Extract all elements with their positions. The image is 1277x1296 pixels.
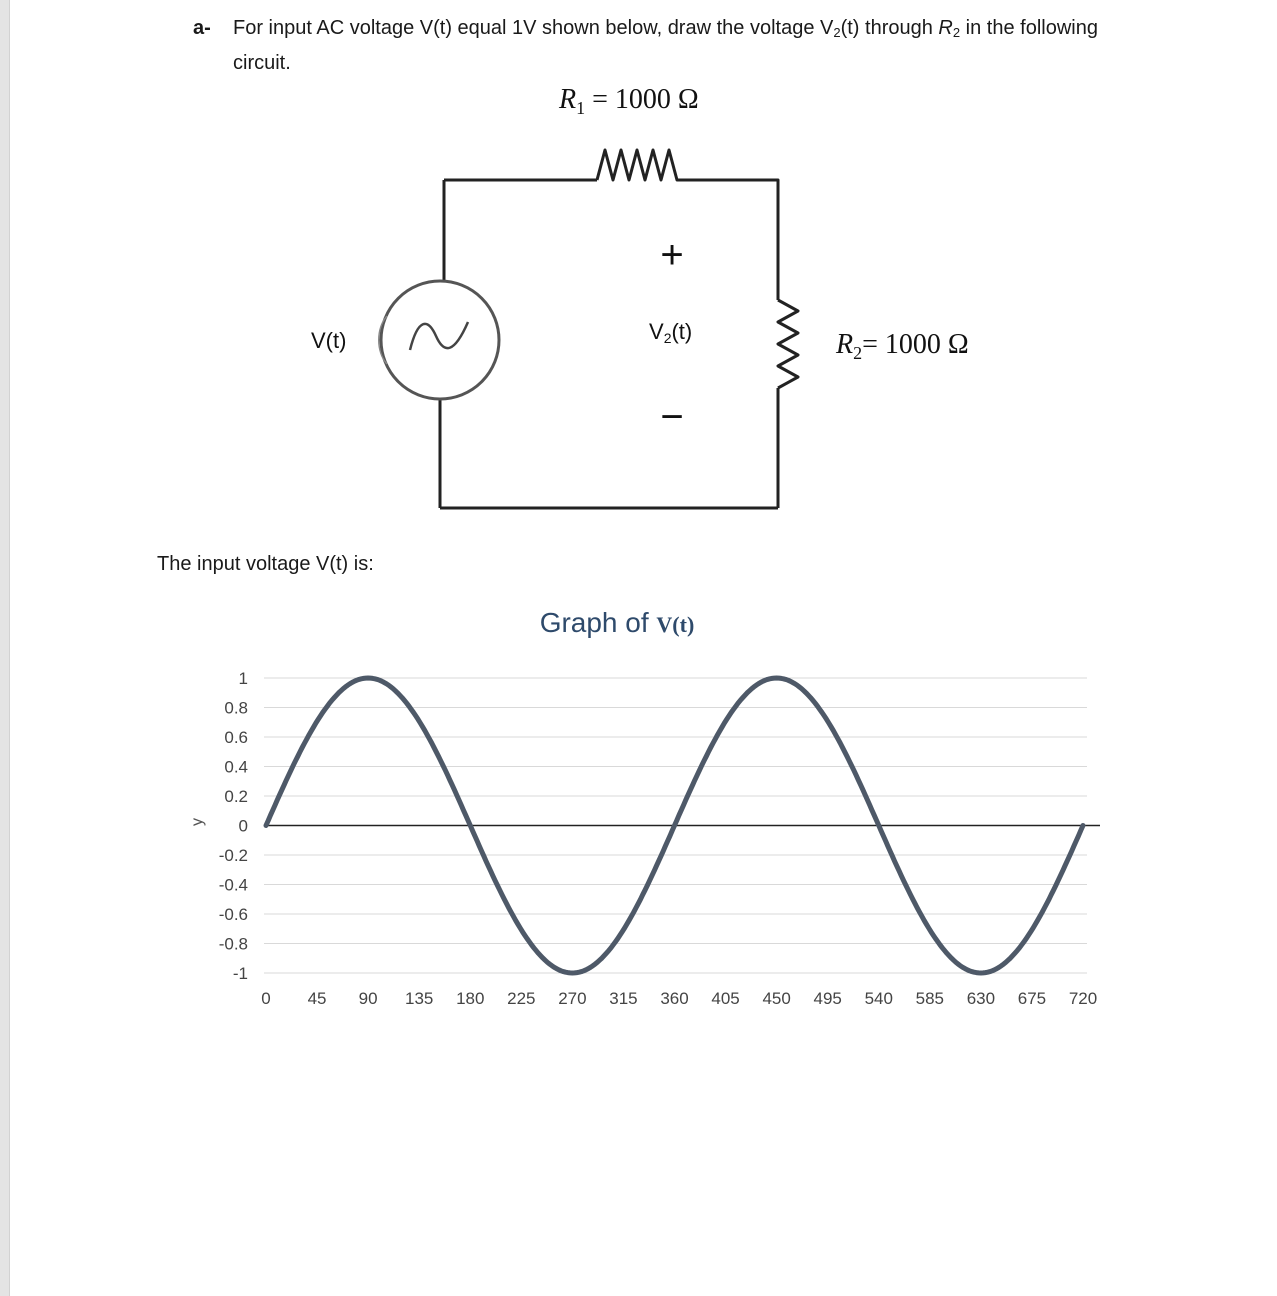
r1-label: $R_1 = 1000$ Ω <box>559 84 699 118</box>
y-tick-label: -1 <box>232 964 248 983</box>
y-axis-label: y <box>189 818 206 826</box>
x-tick-label: 720 <box>1068 989 1098 1008</box>
x-tick-label: 585 <box>915 989 944 1008</box>
x-tick-label: 90 <box>358 989 378 1008</box>
chart-title: Graph of V(t) <box>539 607 695 638</box>
question-text-part3: in the following circuit. <box>233 17 1098 74</box>
x-tick-label: 225 <box>507 989 536 1008</box>
x-tick-label: 315 <box>609 989 638 1008</box>
output-voltage-label: V2(t) <box>649 319 693 346</box>
top-wire-right <box>685 180 778 300</box>
question-marker: a- <box>193 17 211 39</box>
series-line-vt <box>266 678 1083 973</box>
y-tick-label: -0.2 <box>218 846 248 865</box>
y-tick-label: 0.4 <box>224 757 248 777</box>
graph-caption: The input voltage V(t) is: <box>157 553 374 575</box>
question-r-subscript: 2 <box>952 25 961 40</box>
x-tick-label: 405 <box>711 989 740 1008</box>
x-tick-label: 180 <box>456 989 485 1008</box>
ac-source-circle <box>381 281 499 399</box>
r2-label: $R_2= 1000$ Ω <box>836 329 969 363</box>
x-tick-label: 675 <box>1017 989 1047 1008</box>
question-v2-subscript: 2 <box>833 25 841 40</box>
output-plus-sign: + <box>660 233 684 277</box>
y-tick-label: 0 <box>238 816 248 836</box>
circuit-diagram <box>0 0 1277 540</box>
question-text-part1: For input AC voltage V(t) equal 1V shown below, draw the voltage V <box>233 17 834 39</box>
x-tick-label: 495 <box>813 989 842 1008</box>
r1-resistor-symbol <box>597 150 685 180</box>
x-tick-label: 360 <box>660 989 689 1008</box>
y-tick-label: -0.8 <box>218 934 248 954</box>
r2-resistor-symbol <box>778 300 798 388</box>
x-tick-label: 630 <box>966 989 996 1008</box>
output-minus-sign: − <box>660 395 684 439</box>
x-tick-label: 135 <box>405 989 434 1008</box>
y-tick-label: -0.6 <box>218 905 248 924</box>
y-tick-label: 1 <box>238 669 248 688</box>
x-tick-label: 0 <box>261 989 271 1008</box>
ac-sine-icon <box>410 322 468 350</box>
x-tick-label: 540 <box>864 989 893 1008</box>
y-tick-label: -0.4 <box>218 875 248 895</box>
source-label: V(t) <box>311 328 347 353</box>
x-tick-label: 45 <box>307 989 327 1008</box>
y-tick-label: 0.6 <box>224 728 248 747</box>
x-tick-label: 450 <box>762 989 791 1008</box>
y-tick-label: 0.2 <box>224 787 248 806</box>
question-text-part2: (t) through <box>840 17 939 39</box>
y-tick-label: 0.8 <box>224 698 248 718</box>
question-r-symbol: R <box>938 17 953 39</box>
x-tick-label: 270 <box>558 989 587 1008</box>
